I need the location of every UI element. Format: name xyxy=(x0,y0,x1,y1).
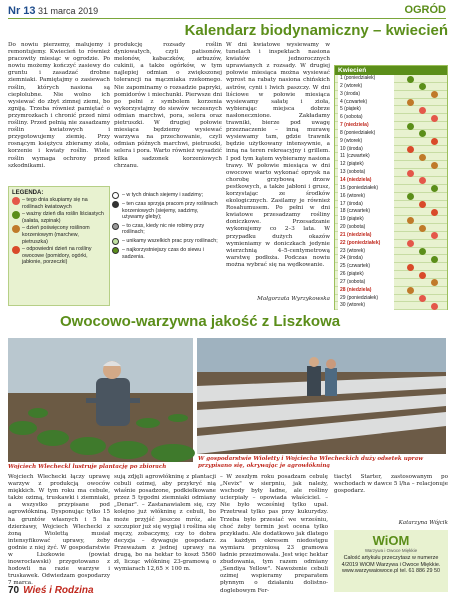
calendar-day-row xyxy=(335,240,447,248)
calendar-day-row xyxy=(335,232,447,240)
calendar-plant-icon xyxy=(431,115,438,122)
article1-column-1: Do nowiu pierzemy, malujemy i remontujemy. Kwiecień to również pracowity miesiąc w ogrodzie. Po nowiu możemy kończyć zasiewy do gruntu i zasadzać drobne ziemniaki. Pamiętajmy o zasiewach roślin, których nasiona są ciepłolubne. Nie wolno ich wysiewać do zbyt zimnej ziemi, bo zgniją. Trzeba również pamiętać o przymrozkach i chronić przed nimi rośliny. Przed pełnią nie zasadzamy roślin kwiatowych i przygotowujemy ziemię. Przy rosnącym księżycu zbieramy zioła, korzenie i kwiaty roślin. Wiele roślin wymaga ochrony przed szkodnikami. xyxy=(8,42,110,169)
calendar-day-label: 4 (czwartek) xyxy=(338,99,394,107)
legend-item-text: – odpowiedni dzień na rośliny owocowe (pomidory, ogórki, jabłonie, porzeczki) xyxy=(22,246,92,266)
article1-column-2: produkcję rozsady roślin dyniowatych, czyli patisonów, melonów, kabaczków, arbuzów, cukinii, a także ogórków, w tym najlepiej odmian o zwiększonej tolerancji na mączniaka rzekomego. Nie zapominamy o rozsadzie papryki, pomidorów i miechunki. Pierwsze dni po pełni z symbolem korzenia wykorzystajmy do siewów wczesnych odmian marchwi, pora, selera oraz pietruszki. W drugiej połowie miesiąca będziemy wysiewać warzywa na przechowanie, czyli odmian późnych marchwi, pietruszki, selera i pora. Warto również wysadzić kilka sadzonek korzeniowych chrzanu. xyxy=(114,42,222,169)
legend-item-text: – ważny dzień dla roślin liściastych (sałata, szpinak) xyxy=(22,211,104,224)
calendar-day-label: 10 (środa) xyxy=(338,146,394,154)
moon-phase-icon xyxy=(112,238,119,245)
calendar-day-row xyxy=(335,287,447,295)
calendar-plant-icon xyxy=(419,295,426,302)
calendar-day-row xyxy=(335,138,447,146)
calendar-plant-icon xyxy=(419,107,426,114)
calendar-day-label: 5 (piątek) xyxy=(338,106,394,114)
wiom-promo-box xyxy=(334,530,448,592)
page-footer xyxy=(8,585,94,596)
article2-column-2: sują zdjęli agrowłókninę z plantacji cebuli ozimej, aby przykryć nią właśnie posadzone, podkiełkowane przez 5 tygodni ziemniaki odmiany „Denar". – Zastanawialem się, czy kolejno już włókninę z cebuli, bo może przyjść jeszcze mróz, ale szczupior już się wygiął i roślina się męczy, zobaczymy, czy to dobra decyzja – dywaguje gospodarz. Przeważam z jednej uprawy na drugą, bo na hektar to koszt 5560 zł, licząc włókninę 23-gramową o wymiarach 12,65 × 100 m. xyxy=(114,474,216,573)
issue-info xyxy=(8,5,98,17)
calendar-day-label: 3 (środa) xyxy=(338,91,394,99)
issue-number: Nr 13 xyxy=(8,5,36,17)
legend-item-text: – dzień poświęcony roślinom korzeniowym (marchew, pietruszka) xyxy=(22,225,90,245)
calendar-plant-icon xyxy=(407,264,414,271)
legend-item xyxy=(12,211,106,224)
calendar-day-label: 24 (środa) xyxy=(338,255,394,263)
legend-item xyxy=(12,225,106,245)
legend-title: LEGENDA: xyxy=(12,190,44,196)
legend-item-text: – tego dnia skupiamy się na roślinach kwiatowych xyxy=(22,197,88,210)
calendar-day-label: 21 (niedziela) xyxy=(338,232,394,240)
moon-legend-item xyxy=(112,201,220,221)
wiom-logo: WiOM xyxy=(372,533,410,548)
moon-legend-text: – ten czas sprzyja pracom przy roślinach korzeniowych (siejemy, sadzimy, używamy gleby); xyxy=(122,201,218,221)
moon-legend-item xyxy=(112,223,220,236)
wiom-logo-subtitle: Warzywa i Owoce Miękkie xyxy=(364,548,418,553)
calendar-day-label: 19 (piątek) xyxy=(338,216,394,224)
calendar-day-label: 1 (poniedziałek) xyxy=(338,75,394,83)
calendar-day-label: 6 (sobota) xyxy=(338,114,394,122)
calendar-day-row xyxy=(335,177,447,185)
calendar-day-row xyxy=(335,130,447,138)
calendar-day-label: 7 (niedziela) xyxy=(338,122,394,130)
article2-column-1: Wojciech Wlechecki łączy uprawę warzyw z produkcją owoców miękkich. W tym roku ma cebule, także ozimą, truskawki i ziemniaki, a wszystko przypisane pod agrowłókniną. Dysponując tylko 15 ha gruntów własnych i 5 ha dzierżawy, Wojciech Wlechecki z żoną Wiolettą musiał intensyfikować uprawy, żeby godnie z niej żyć. W gospodarstwie w Liszkowie (powiat inowrocławski) przygotowano z hodowli na razie warzyw i truskawek. Odwiedzam gospodarzy 7 marca. xyxy=(8,474,110,587)
calendar-day-row xyxy=(335,208,447,216)
calendar-day-row xyxy=(335,193,447,201)
calendar-plant-icon xyxy=(431,162,438,169)
calendar-day-row xyxy=(335,99,447,107)
calendar-day-row xyxy=(335,83,447,91)
calendar-day-label: 29 (poniedziałek) xyxy=(338,295,394,303)
calendar-day-row xyxy=(335,91,447,99)
calendar-day-row xyxy=(335,122,447,130)
calendar-title: Kwiecień xyxy=(335,66,447,75)
calendar-plant-icon xyxy=(407,193,414,200)
moon-phase-icon xyxy=(112,192,119,199)
calendar-day-label: 12 (piątek) xyxy=(338,161,394,169)
calendar-day-row xyxy=(335,106,447,114)
page-number: 70 xyxy=(8,585,20,596)
legend-plant-icon xyxy=(12,211,20,219)
calendar-plant-icon xyxy=(419,201,426,208)
biodynamic-calendar xyxy=(334,65,448,310)
calendar-day-row xyxy=(335,295,447,303)
calendar-day-label: 22 (poniedziałek) xyxy=(338,240,394,248)
calendar-day-label: 28 (niedziela) xyxy=(338,287,394,295)
article2-column-4: tiactyl Starter, zastosowanym po wschodach w dawce 5 l/ha – relacjonuje gospodarz. xyxy=(334,474,448,495)
legend-plant-icon xyxy=(12,225,20,233)
article-title-calendar: Kalendarz biodynamiczny – kwiecień xyxy=(184,22,448,39)
calendar-plant-icon xyxy=(407,170,414,177)
calendar-day-row xyxy=(335,279,447,287)
calendar-day-label: 23 (wtorek) xyxy=(338,248,394,256)
calendar-day-row xyxy=(335,201,447,209)
article1-column-3: W dni kwiatowe wysiewamy w tunelach i inspektach nasiona kwiatów jednorocznych uprawianych z rozsady. W drugiej połowie miesiąca można wysiewać wprost na rabaty nasiona chińskich astrów, cynii i lwich paszczy. W dni liściowe w połowie miesiąca wysiewamy sałatę i zioła, wybierając miejsca dobrze nasłonecznione. Zakładamy trawniki, bierze pod uwagę przeznaczenie – inną murawę wysiewamy tam, gdzie trawnik będzie użytkowany intensywnie, a inną na teren rekreacyjny i grillem. I pod tym kątem wybieramy nasiona trawy. W połowie miesiąca w dni owocowe warto wykonać oprysk na chorobę grzybową drzew pestkowych, a także jabłoni i grusz, korzystając ze środków ekologicznych. Zasilamy je również Rosahumusem. Po pełni w dni kwiatowe przesadzamy rośliny doniczkowe. Przesadzanie wykonujemy co 2–3 lata. W przypadku dużych okazów wymieniamy w doniczkach jedynie wierzchnią 4–5-centymetrową warstwę podłoża. Podczas nowiu można wybrać się na wędkowanie. xyxy=(226,42,330,268)
section-title: OGRÓD xyxy=(404,4,446,16)
calendar-day-label: 14 (niedziela) xyxy=(338,177,394,185)
calendar-day-label: 27 (sobota) xyxy=(338,279,394,287)
calendar-plant-icon xyxy=(407,240,414,247)
calendar-plant-icon xyxy=(407,123,414,130)
calendar-plant-icon xyxy=(431,91,438,98)
calendar-plant-icon xyxy=(431,256,438,263)
farmer-in-field-photo xyxy=(8,338,193,462)
moon-legend-text: – w tych dniach siejemy i sadzimy; xyxy=(122,192,203,198)
moon-phase-icon xyxy=(112,223,119,230)
calendar-day-label: 13 (sobota) xyxy=(338,169,394,177)
calendar-day-row xyxy=(335,263,447,271)
calendar-day-row xyxy=(335,302,447,310)
legend-plant-icon xyxy=(12,246,20,254)
calendar-plant-icon xyxy=(419,272,426,279)
calendar-day-row xyxy=(335,271,447,279)
issue-date: 31 marca 2019 xyxy=(38,6,99,16)
calendar-day-label: 11 (czwartek) xyxy=(338,153,394,161)
calendar-plant-icon xyxy=(431,185,438,192)
calendar-plant-icon xyxy=(419,130,426,137)
calendar-day-label: 8 (poniedziałek) xyxy=(338,130,394,138)
calendar-plant-icon xyxy=(431,138,438,145)
calendar-plant-icon xyxy=(407,99,414,106)
photo1-caption: Wojciech Wlecheckl lustruje plantację po zbiorach xyxy=(8,464,167,470)
moon-legend-text: – to czas, kiedy nic nie robimy przy roślinach; xyxy=(122,222,205,236)
calendar-plant-icon xyxy=(419,154,426,161)
calendar-day-label: 17 (środa) xyxy=(338,201,394,209)
calendar-day-row xyxy=(335,114,447,122)
article-title-liszkowo: Owocowo-warzywna jakość z Liszkowa xyxy=(60,313,341,330)
calendar-plant-icon xyxy=(407,217,414,224)
calendar-plant-icon xyxy=(419,248,426,255)
legend-item xyxy=(12,246,106,266)
calendar-day-label: 26 (piątek) xyxy=(338,271,394,279)
photo2-caption: W gospodarstwie Wioletty i Wojciecha Wlecheckich duży odsetek upraw przypisano się, okrywając je agrowłókniną xyxy=(198,456,424,469)
calendar-day-label: 18 (czwartek) xyxy=(338,208,394,216)
moon-legend-text: – najkorzystniejszy czas do siewu i sadzenia. xyxy=(122,246,204,260)
calendar-day-row xyxy=(335,75,447,83)
legend-plant-icon xyxy=(12,197,20,205)
calendar-day-label: 16 (wtorek) xyxy=(338,193,394,201)
calendar-day-row xyxy=(335,146,447,154)
moon-phase-icon xyxy=(112,247,119,254)
calendar-day-row xyxy=(335,161,447,169)
moon-legend xyxy=(112,186,220,306)
calendar-day-row xyxy=(335,169,447,177)
moon-legend-item xyxy=(112,238,220,245)
legend-item xyxy=(12,197,106,210)
calendar-day-label: 2 (wtorek) xyxy=(338,83,394,91)
calendar-day-label: 30 (wtorek) xyxy=(338,302,394,310)
calendar-day-label: 9 (wtorek) xyxy=(338,138,394,146)
calendar-plant-icon xyxy=(431,279,438,286)
calendar-plant-icon xyxy=(419,177,426,184)
calendar-plant-icon xyxy=(407,76,414,83)
promo-text: Całość artykułu przeczytasz w numerze 4/2019 WiOM Warzywa i Owoce Miękkie. www.warzywaiowoce.pl tel. 61 886 29 50 xyxy=(341,555,441,575)
calendar-day-row xyxy=(335,224,447,232)
calendar-plant-icon xyxy=(431,232,438,239)
calendar-day-row xyxy=(335,185,447,193)
article1-author: Małgorzata Wyrzykowska xyxy=(257,296,330,302)
calendar-plant-icon xyxy=(431,209,438,216)
moon-legend-item xyxy=(112,192,220,199)
calendar-day-row xyxy=(335,255,447,263)
article2-author: Katarzyna Wójcik xyxy=(398,520,448,526)
calendar-plant-icon xyxy=(419,225,426,232)
calendar-day-label: 25 (czwartek) xyxy=(338,263,394,271)
article2-column-3: – W zeszłym roku posadzam cebulę „Nevix" w sierpniu, jak należy, wschody były ładne, ale rośliny ucierpiały – opowiada właściciel. – Nie było wcześniej tylko upał. Przetrwał tylko pas przy kukurydzy. Trzeba było przesiać we wrześniu, choć żeby termin jest ocena tylko przykładu. Ale dodatkowo jak dlatego za każdym okresem niedostępu wymiaru przyniosą 23 gramowa ładnie przezimowała. Jest więc hektar zbudowania, tym razem odmiany „Sendiya Yellow". Nawożenie cebuli ozimej wspieramy preparatem płynnym o działaniu dolistno-doglebowym Fer- xyxy=(220,474,328,594)
calendar-plant-icon xyxy=(407,146,414,153)
calendar-day-label: 20 (sobota) xyxy=(338,224,394,232)
moon-legend-item xyxy=(112,247,220,260)
magazine-name: Wieś i Rodzina xyxy=(23,585,94,596)
calendar-day-label: 15 (poniedziałek) xyxy=(338,185,394,193)
agrotextile-field-photo xyxy=(197,338,446,454)
moon-phase-icon xyxy=(112,201,119,208)
moon-legend-text: – unikamy wszelkich prac przy roślinach; xyxy=(122,237,218,244)
legend-box xyxy=(8,186,110,306)
header-divider xyxy=(8,18,446,19)
calendar-day-row xyxy=(335,248,447,256)
calendar-plant-icon xyxy=(407,287,414,294)
calendar-plant-icon xyxy=(419,83,426,90)
calendar-plant-icon xyxy=(431,303,438,310)
calendar-day-row xyxy=(335,153,447,161)
calendar-day-row xyxy=(335,216,447,224)
